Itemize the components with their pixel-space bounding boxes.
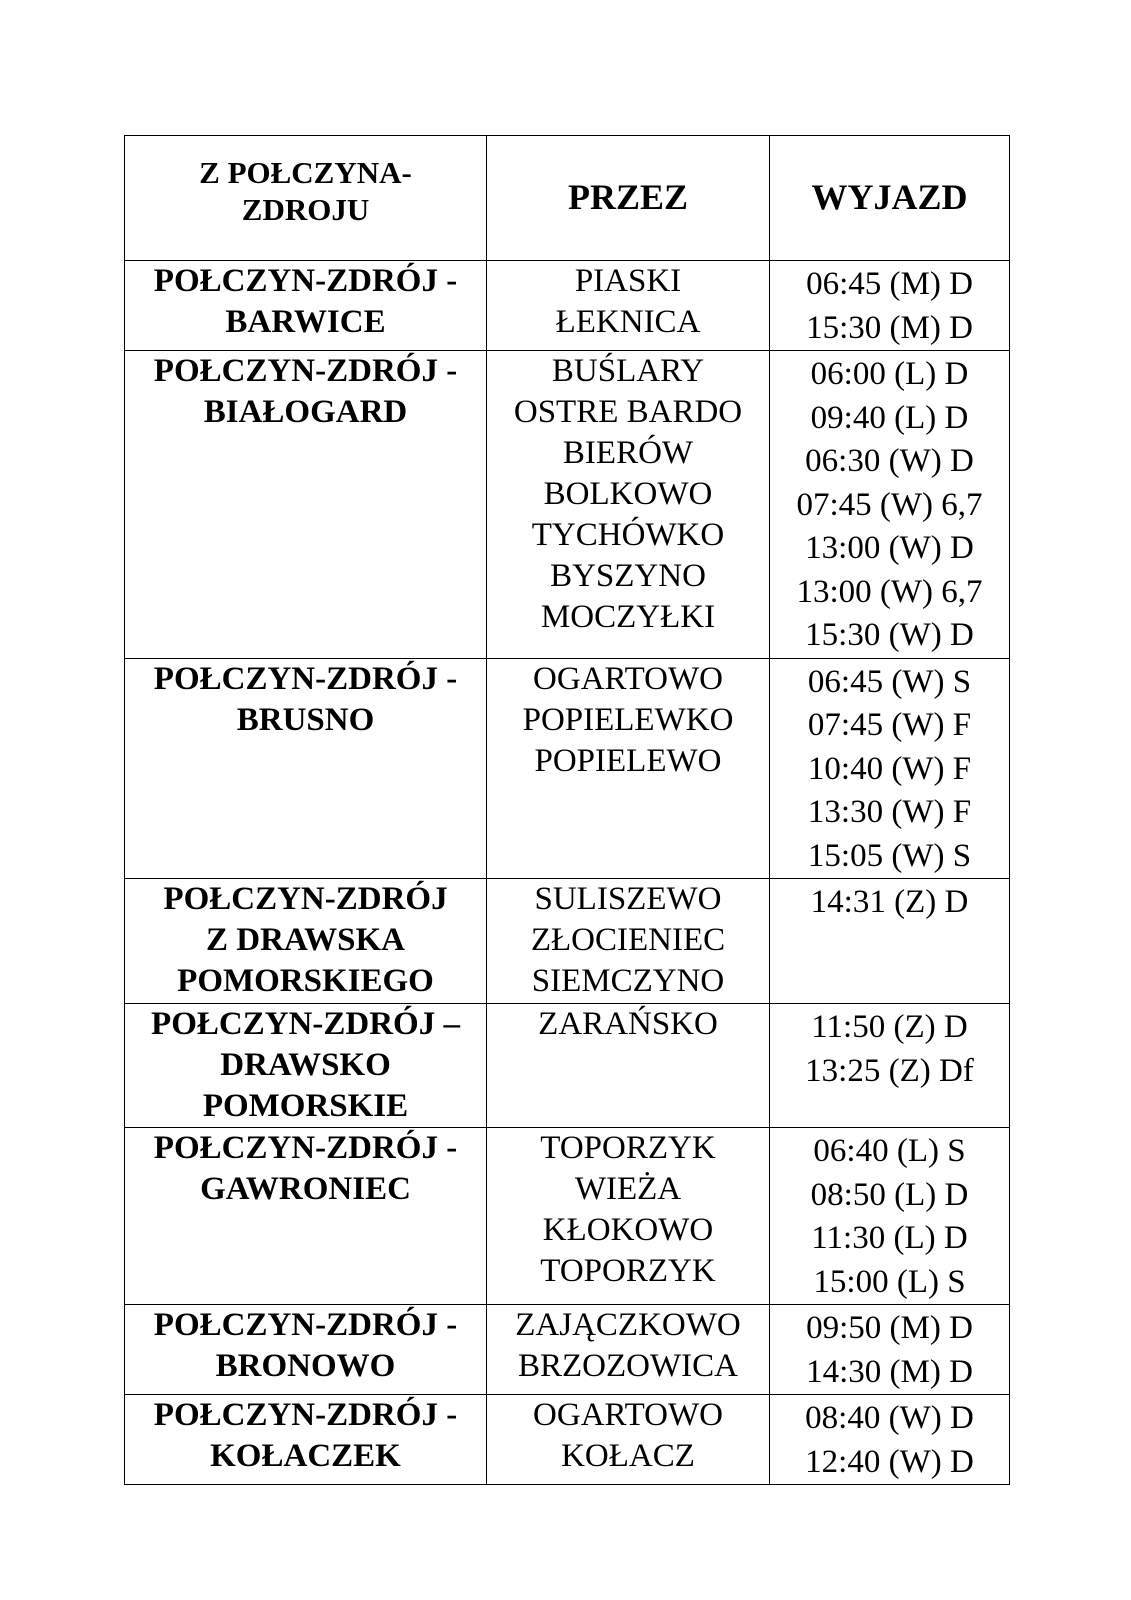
departure-cell <box>770 261 1010 351</box>
via-stop: BOLKOWO <box>543 476 713 512</box>
departure-cell <box>770 879 1010 1004</box>
route-line: BRONOWO <box>215 1348 396 1384</box>
departure-time: 15:30 (W) D <box>805 617 974 653</box>
table-row <box>125 351 1010 659</box>
via-stop: MOCZYŁKI <box>540 599 716 635</box>
header-from-line: ZDROJU <box>241 192 370 227</box>
route-line: POŁCZYN-ZDRÓJ - <box>153 1130 458 1166</box>
via-stop: PIASKI <box>574 263 682 299</box>
route-line: POŁCZYN-ZDRÓJ - <box>153 263 458 299</box>
header-row <box>125 136 1010 261</box>
route-line: POŁCZYN-ZDRÓJ - <box>153 1397 458 1433</box>
via-stop: BRZOZOWICA <box>518 1348 738 1384</box>
departure-cell <box>770 1305 1010 1395</box>
route-cell <box>125 1395 487 1485</box>
route-line: BIAŁOGARD <box>203 394 408 430</box>
via-stop: KŁOKOWO <box>542 1212 714 1248</box>
table-row <box>125 1305 1010 1395</box>
departure-time: 09:40 (L) D <box>810 399 969 436</box>
departure-time: 08:50 (L) D <box>810 1176 969 1213</box>
via-stop: BIERÓW <box>562 435 694 471</box>
via-stop: TOPORZYK <box>540 1130 716 1166</box>
via-stop: ZARAŃSKO <box>538 1006 718 1042</box>
departure-time: 06:45 (W) S <box>807 663 972 700</box>
route-cell <box>125 351 487 659</box>
table-row <box>125 261 1010 351</box>
route-cell <box>125 879 487 1004</box>
route-line: GAWRONIEC <box>200 1171 411 1207</box>
departure-time: 07:45 (W) F <box>807 707 972 743</box>
via-stop: KOŁACZ <box>561 1438 695 1474</box>
via-cell <box>487 879 770 1004</box>
via-cell <box>487 261 770 351</box>
departure-time: 12:40 (W) D <box>805 1443 974 1480</box>
departure-time: 11:30 (L) D <box>811 1220 968 1256</box>
route-line: POMORSKIE <box>202 1088 409 1124</box>
route-line: KOŁACZEK <box>210 1438 401 1474</box>
route-line: POŁCZYN-ZDRÓJ - <box>153 660 458 697</box>
route-line: POŁCZYN-ZDRÓJ – <box>151 1006 460 1042</box>
table-row <box>125 1395 1010 1485</box>
via-cell <box>487 1004 770 1128</box>
via-stop: WIEŻA <box>574 1171 682 1207</box>
via-stop: TYCHÓWKO <box>531 517 725 553</box>
departure-cell <box>770 1004 1010 1128</box>
table-row <box>125 658 1010 879</box>
departure-cell <box>770 1395 1010 1485</box>
departure-time: 06:30 (W) D <box>805 443 974 479</box>
route-cell <box>125 261 487 351</box>
departure-time: 15:30 (M) D <box>806 309 973 346</box>
via-stop: ŁEKNICA <box>555 304 701 340</box>
via-stop: BUŚLARY <box>551 353 705 389</box>
timetable-body <box>125 261 1010 1485</box>
route-cell <box>125 1128 487 1305</box>
departure-cell <box>770 1128 1010 1305</box>
departure-time: 06:40 (L) S <box>813 1133 966 1169</box>
header-via <box>487 136 770 261</box>
route-cell <box>125 658 487 879</box>
route-line: BRUSNO <box>236 701 375 738</box>
via-cell <box>487 1128 770 1305</box>
via-cell <box>487 351 770 659</box>
departure-time: 13:30 (W) F <box>807 794 972 830</box>
via-cell <box>487 1395 770 1485</box>
via-stop: TOPORZYK <box>540 1253 716 1289</box>
departure-time: 14:31 (Z) D <box>810 884 969 920</box>
departure-time: 06:00 (L) D <box>810 356 969 392</box>
departure-time: 08:40 (W) D <box>805 1400 974 1436</box>
table-row <box>125 879 1010 1004</box>
route-line: POŁCZYN-ZDRÓJ - <box>153 1307 458 1343</box>
route-line: BARWICE <box>225 304 386 340</box>
departure-time: 15:00 (L) S <box>813 1263 966 1300</box>
departure-time: 07:45 (W) 6,7 <box>796 486 983 523</box>
via-stop: POPIELEWKO <box>522 701 734 738</box>
table-row <box>125 1004 1010 1128</box>
via-cell <box>487 1305 770 1395</box>
route-line: Z DRAWSKA <box>206 922 405 958</box>
via-stop: SULISZEWO <box>534 881 722 917</box>
via-stop: OGARTOWO <box>533 1397 723 1433</box>
route-line: POŁCZYN-ZDRÓJ - <box>153 353 458 389</box>
departure-time: 15:05 (W) S <box>807 837 972 874</box>
departure-time: 06:45 (M) D <box>806 266 973 302</box>
route-cell <box>125 1004 487 1128</box>
header-via-label: PRZEZ <box>567 176 689 217</box>
via-stop: OGARTOWO <box>533 660 723 697</box>
route-cell <box>125 1305 487 1395</box>
departure-time: 13:25 (Z) Df <box>805 1052 974 1089</box>
route-line: POŁCZYN-ZDRÓJ <box>163 881 448 917</box>
departure-cell <box>770 351 1010 659</box>
via-stop: POPIELEWO <box>534 742 722 779</box>
departure-time: 11:50 (Z) D <box>811 1009 968 1045</box>
via-stop: ZAJĄCZKOWO <box>515 1307 741 1343</box>
via-stop: SIEMCZYNO <box>531 963 725 999</box>
departure-time: 09:50 (M) D <box>806 1310 973 1346</box>
departure-cell <box>770 658 1010 879</box>
departure-time: 10:40 (W) F <box>807 750 972 787</box>
via-stop: BYSZYNO <box>550 558 706 594</box>
via-cell <box>487 658 770 879</box>
departure-time: 13:00 (W) D <box>805 530 974 566</box>
departure-time: 13:00 (W) 6,7 <box>796 573 983 610</box>
header-departure-label: WYJAZD <box>811 176 968 217</box>
departure-time: 14:30 (M) D <box>806 1353 973 1390</box>
header-departure <box>770 136 1010 261</box>
timetable <box>124 135 1010 1485</box>
via-stop: ZŁOCIENIEC <box>530 922 726 958</box>
via-stop: OSTRE BARDO <box>513 394 743 430</box>
table-row <box>125 1128 1010 1305</box>
route-line: DRAWSKO <box>220 1047 391 1083</box>
route-line: POMORSKIEGO <box>177 963 434 999</box>
header-from-line: Z POŁCZYNA- <box>199 155 412 190</box>
header-from <box>125 136 487 261</box>
